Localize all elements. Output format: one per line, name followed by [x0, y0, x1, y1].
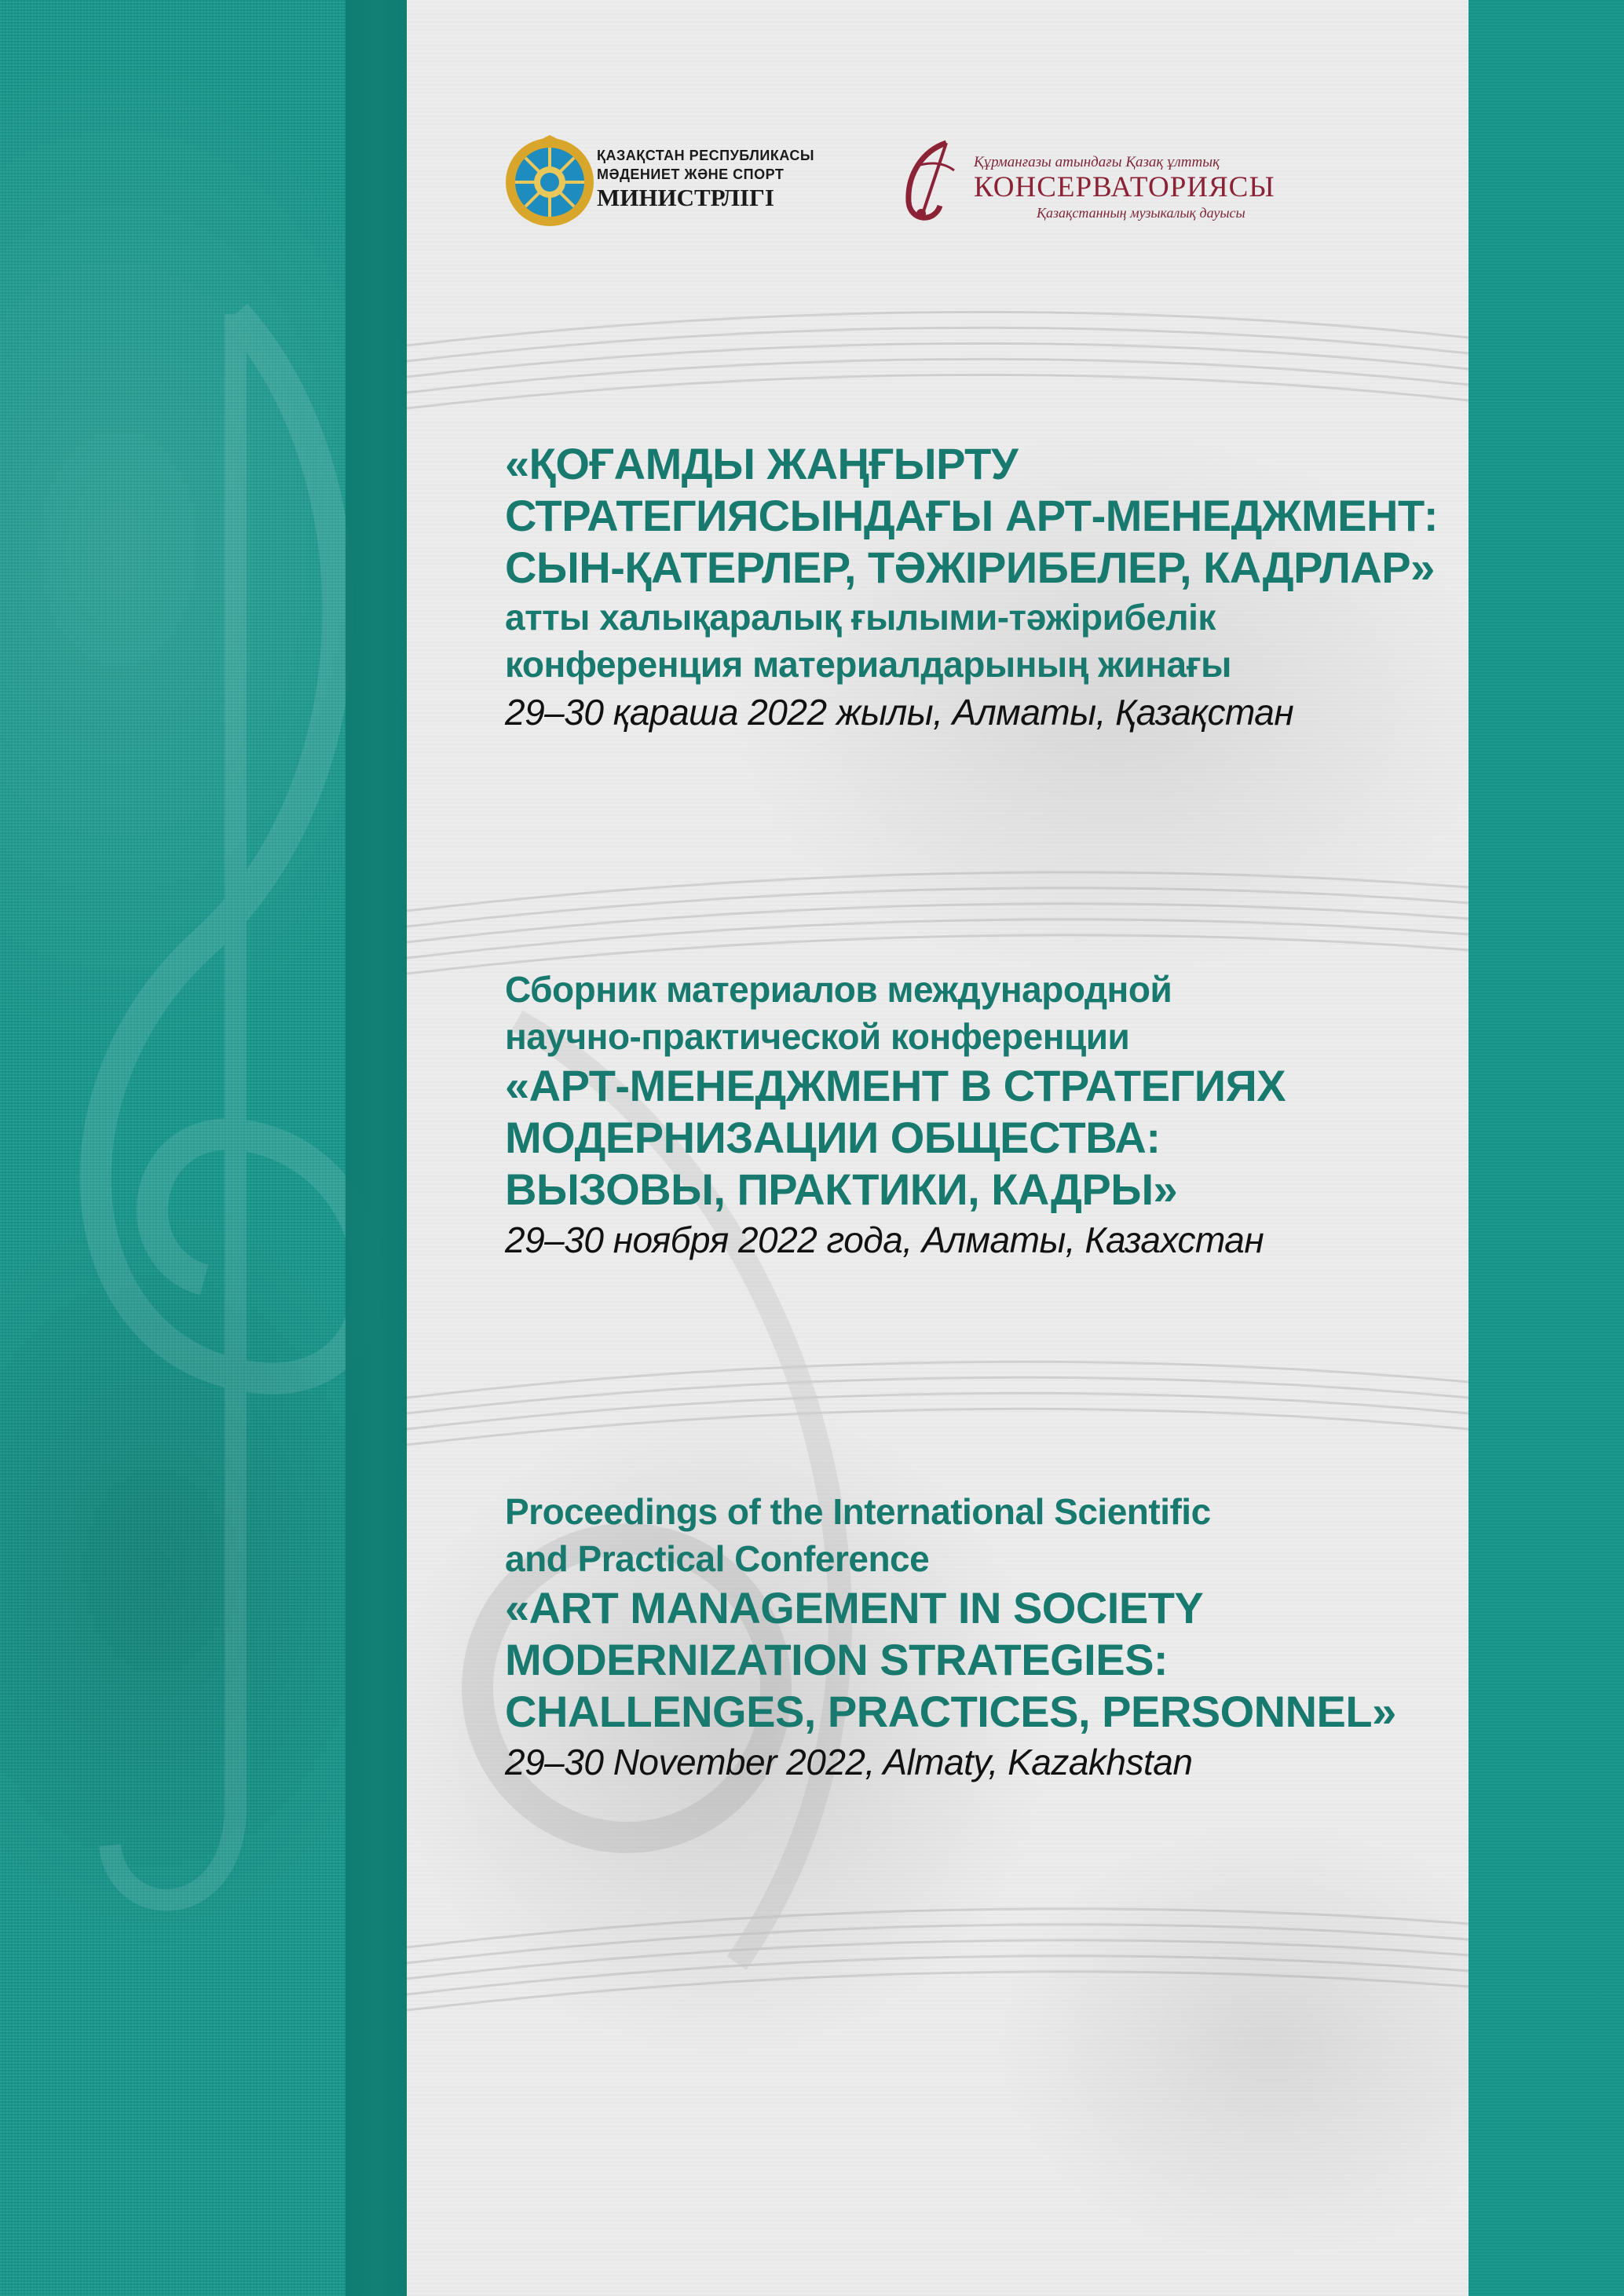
ministry-line-1: ҚАЗАҚСТАН РЕСПУБЛИКАСЫ [597, 148, 815, 163]
russian-title-line: «АРТ-МЕНЕДЖМЕНТ В СТРАТЕГИЯХ [505, 1061, 1286, 1110]
kazakh-subtitle-line: атты халықаралық ғылыми-тәжірибелік [505, 597, 1216, 638]
conservatory-name [974, 154, 1280, 221]
russian-subtitle-line: Сборник материалов международной [505, 969, 1172, 1010]
english-title-line: «ART MANAGEMENT IN SOCIETY [505, 1583, 1204, 1632]
conservatory-emblem-icon [891, 135, 962, 229]
conservatory-logo [891, 135, 1276, 237]
russian-section [505, 966, 1447, 1264]
english-section [505, 1488, 1447, 1786]
russian-subtitle-line: научно-практической конференции [505, 1016, 1130, 1057]
kazakh-title-line: «ҚОҒАМДЫ ЖАҢҒЫРТУ [505, 439, 1019, 488]
conservatory-line-3: Қазақстанның музыкалық дауысы [1037, 205, 1245, 221]
russian-title-line: ВЫЗОВЫ, ПРАКТИКИ, КАДРЫ» [505, 1164, 1178, 1214]
kazakh-subtitle-line: конференция материалдарының жинағы [505, 644, 1231, 685]
kazakh-date: 29–30 қараша 2022 жылы, Алматы, Қазақстан [505, 692, 1294, 733]
english-subtitle-line: Proceedings of the International Scientific [505, 1491, 1211, 1532]
conservatory-line-2: КОНСЕРВАТОРИЯСЫ [974, 171, 1275, 203]
ministry-name [597, 146, 832, 212]
ministry-line-3: МИНИСТРЛІГІ [597, 184, 774, 211]
ministry-logo [503, 135, 832, 229]
header-logos [503, 135, 1288, 237]
right-teal-stripe [1469, 0, 1624, 2296]
english-subtitle-line: and Practical Conference [505, 1538, 930, 1579]
russian-date: 29–30 ноября 2022 года, Алматы, Казахстан [505, 1219, 1264, 1260]
russian-title-line: МОДЕРНИЗАЦИИ ОБЩЕСТВА: [505, 1113, 1161, 1162]
kazakh-title-line: СТРАТЕГИЯСЫНДАҒЫ АРТ-МЕНЕДЖМЕНТ: [505, 491, 1439, 540]
english-date: 29–30 November 2022, Almaty, Kazakhstan [505, 1742, 1193, 1782]
kazakhstan-emblem-icon [503, 135, 597, 229]
english-title-line: CHALLENGES, PRACTICES, PERSONNEL» [505, 1687, 1396, 1736]
ministry-line-2: МӘДЕНИЕТ ЖӘНЕ СПОРТ [597, 166, 785, 182]
kazakh-title-line: СЫН-ҚАТЕРЛЕР, ТӘЖІРИБЕЛЕР, КАДРЛАР» [505, 543, 1435, 592]
english-title-line: MODERNIZATION STRATEGIES: [505, 1635, 1169, 1684]
kazakh-section [505, 438, 1447, 737]
dark-teal-stripe [346, 0, 407, 2296]
conservatory-line-1: Құрманғазы атындағы Қазақ ұлттық [974, 154, 1220, 170]
